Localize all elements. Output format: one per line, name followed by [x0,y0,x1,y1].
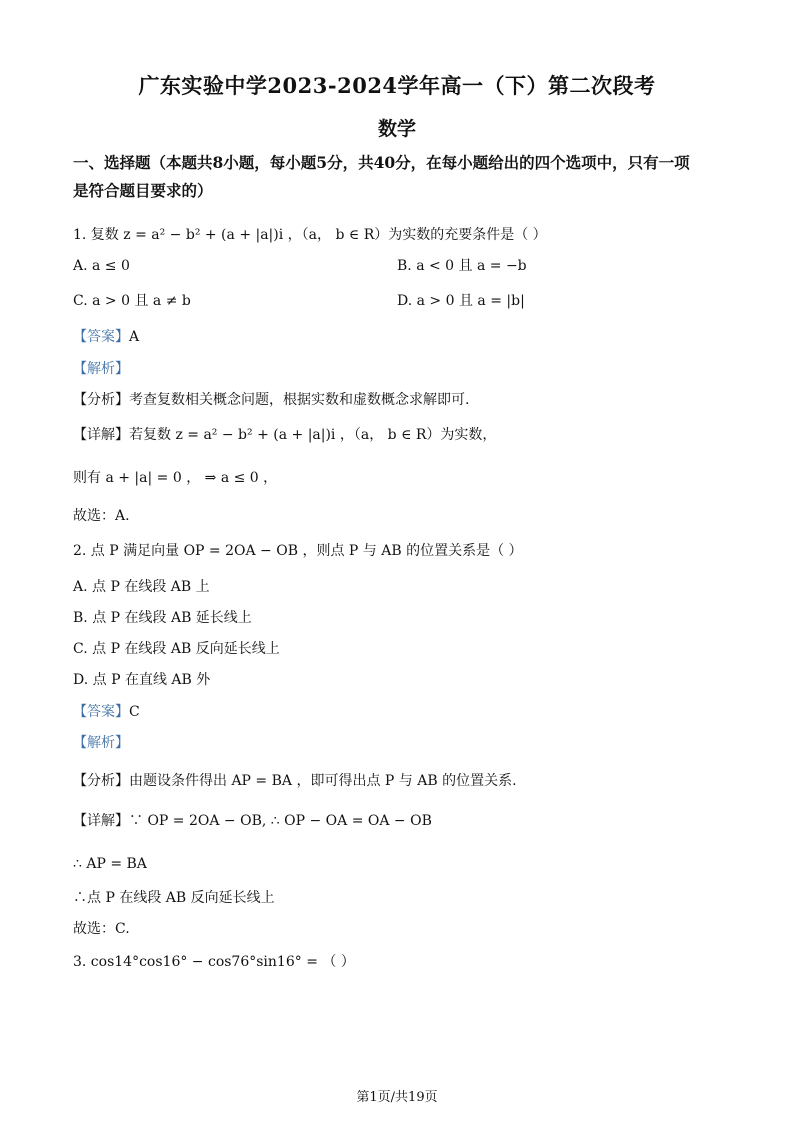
page-title: 广东实验中学2023-2024学年高一（下）第二次段考 [138,73,656,98]
q1-step: 则有 a + |a| = 0 ， ⇒ a ≤ 0 ， [73,470,278,486]
q2-answer: C [129,704,140,720]
q1-choose: 故选：A. [73,508,130,524]
analysis-tag: 【解析】 [73,735,129,751]
page-number: 第1页/共19页 [356,1090,438,1105]
q2-fenxi: 由题设条件得出 AP = BA ，即可得出点 P 与 AB 的位置关系. [129,773,517,789]
q1-detail: 若复数 z = a² − b² + (a + |a|)i ，（a， b ∈ R）为实数， [129,427,497,443]
q2-fenxi-row [73,772,517,790]
fenxi-tag: 【分析】 [73,773,129,789]
answer-tag: 【答案】 [73,704,129,720]
q2-answer-row [73,703,140,721]
detail-tag: 【详解】 [73,427,129,443]
analysis-tag: 【解析】 [73,361,129,377]
q1-answer-row [73,328,139,346]
q2-detail: ∵ OP = 2OA − OB, ∴ OP − OA = OA − OB [129,813,432,829]
q1-analysis-row [73,360,129,378]
q1-option-d: D. a > 0 且 a = |b| [397,293,525,309]
answer-tag: 【答案】 [73,329,129,345]
q1-stem: 1. 复数 z = a² − b² + (a + |a|)i ，（a， b ∈ R）为实数的充要条件是（ ） [73,227,547,243]
q1-option-c: C. a > 0 且 a ≠ b [73,293,191,309]
section-heading-line1: 一、选择题（本题共8小题，每小题5分，共40分，在每小题给出的四个选项中，只有一项 [73,153,690,172]
q2-option-c: C. 点 P 在线段 AB 反向延长线上 [73,641,280,657]
q2-option-b: B. 点 P 在线段 AB 延长线上 [73,610,252,626]
subject-title: 数学 [377,118,416,140]
q2-choose: 故选：C. [73,921,130,937]
section-heading-line2: 是符合题目要求的） [73,181,213,200]
q1-option-b: B. a < 0 且 a = −b [397,258,527,274]
detail-tag: 【详解】 [73,813,129,829]
q2-detail-row [73,812,432,830]
q1-fenxi: 考查复数相关概念问题，根据实数和虚数概念求解即可. [129,392,470,408]
q1-fenxi-row [73,391,469,409]
fenxi-tag: 【分析】 [73,392,129,408]
q2-stem: 2. 点 P 满足向量 OP = 2OA − OB ，则点 P 与 AB 的位置关系是（ ） [73,543,523,559]
q2-step2: ∴点 P 在线段 AB 反向延长线上 [73,890,275,906]
q1-detail-row [73,426,496,444]
q2-analysis-row [73,734,129,752]
q2-option-d: D. 点 P 在直线 AB 外 [73,672,211,688]
q1-option-a: A. a ≤ 0 [73,258,130,274]
q2-option-a: A. 点 P 在线段 AB 上 [73,579,210,595]
q1-answer: A [129,329,140,345]
q2-step1: ∴ AP = BA [73,856,147,872]
q3-stem: 3. cos14°cos16° − cos76°sin16° = （ ） [73,954,355,970]
